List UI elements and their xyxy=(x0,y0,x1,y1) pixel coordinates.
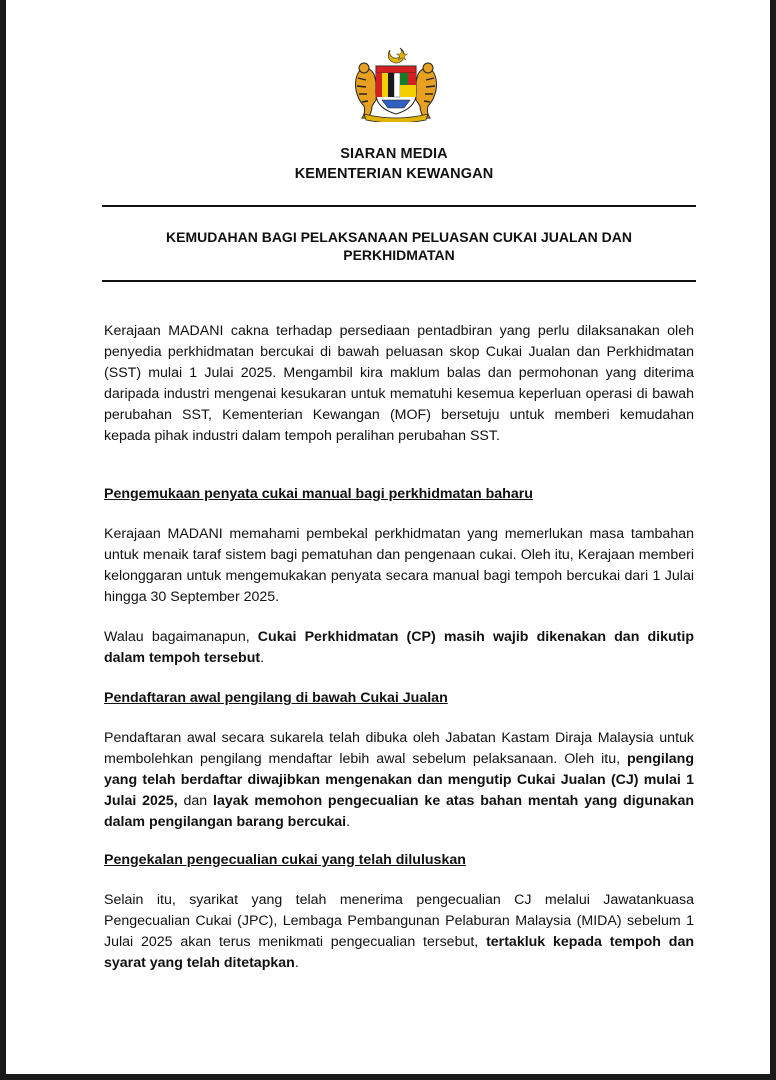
malaysia-coat-of-arms-icon xyxy=(346,44,446,122)
text-run: . xyxy=(260,650,265,666)
title-line-1: KEMUDAHAN BAGI PELAKSANAAN PELUASAN CUKAI JUALAN DAN xyxy=(166,229,632,245)
section1-paragraph-2 xyxy=(104,627,694,669)
section3-paragraph xyxy=(104,890,694,974)
bold-text-run: tertakluk kepada tempoh dan syarat yang telah ditetapkan xyxy=(104,934,695,971)
section-heading-exemption-retention: Pengekalan pengecualian cukai yang telah diluluskan xyxy=(104,852,466,868)
bold-text-run: layak memohon pengecualian ke atas bahan mentah yang digunakan dalam pengilangan barang bercukai xyxy=(104,793,695,830)
text-run: Pendaftaran awal secara sukarela telah dibuka oleh Jabatan Kastam Diraja Malaysia untuk membolehkan pengilang mendaftar lebih awal sebelum pelaksanaan. Oleh itu, xyxy=(104,730,694,767)
document-title xyxy=(102,228,696,264)
text-run: Selain itu, syarikat yang telah menerima pengecualian CJ melalui Jawatankuasa Pengecualian Cukai (JPC), Lembaga Pembangunan Pelaburan Malaysia (MIDA) sebelum 1 Julai 2025 akan terus menikmati pengecualian tersebut, xyxy=(104,892,694,950)
ministry-name: KEMENTERIAN KEWANGAN xyxy=(294,166,494,182)
section1-paragraph-1: Kerajaan MADANI memahami pembekal perkhidmatan yang memerlukan masa tambahan untuk menaik taraf sistem bagi pematuhan dan pengenaan cukai. Oleh itu, Kerajaan memberi kelonggaran untuk mengemukakan penyata secara manual bagi tempoh bercukai dari 1 Julai hingga 30 September 2025. xyxy=(104,526,694,605)
text-run: dan xyxy=(177,793,213,809)
text-run: Walau bagaimanapun, xyxy=(104,629,258,645)
bold-text-run: pengilang yang telah berdaftar diwajibkan mengenakan dan mengutip Cukai Jualan (CJ) mulai 1 Julai 2025, xyxy=(104,751,694,809)
text-run: . xyxy=(294,955,299,971)
intro-paragraph: Kerajaan MADANI cakna terhadap persediaan pentadbiran yang perlu dilaksanakan oleh penyedia perkhidmatan bercukai di bawah peluasan skop Cukai Jualan dan Perkhidmatan (SST) mulai 1 Julai 2025. Mengambil kira maklum balas dan permohonan yang diterima daripada industri mengenai kesukaran untuk mematuhi kesemua keperluan operasi di bawah perubahan SST, Kementerian Kewangan (MOF) bersetuju untuk memberi kemudahan kepada pihak industri dalam tempoh peralihan perubahan SST. xyxy=(104,323,694,444)
title-line-2: PERKHIDMATAN xyxy=(343,247,455,263)
section2-paragraph xyxy=(104,728,694,833)
bottom-divider xyxy=(102,280,696,282)
text-run: . xyxy=(346,814,350,830)
section-heading-early-registration: Pendaftaran awal pengilang di bawah Cukai Jualan xyxy=(104,690,448,706)
header-label: SIARAN MEDIA xyxy=(340,146,448,162)
section-heading-manual-return: Pengemukaan penyata cukai manual bagi perkhidmatan baharu xyxy=(104,486,533,502)
top-divider xyxy=(102,205,696,207)
bold-text-run: Cukai Perkhidmatan (CP) masih wajib dikenakan dan dikutip dalam tempoh tersebut xyxy=(104,629,694,666)
